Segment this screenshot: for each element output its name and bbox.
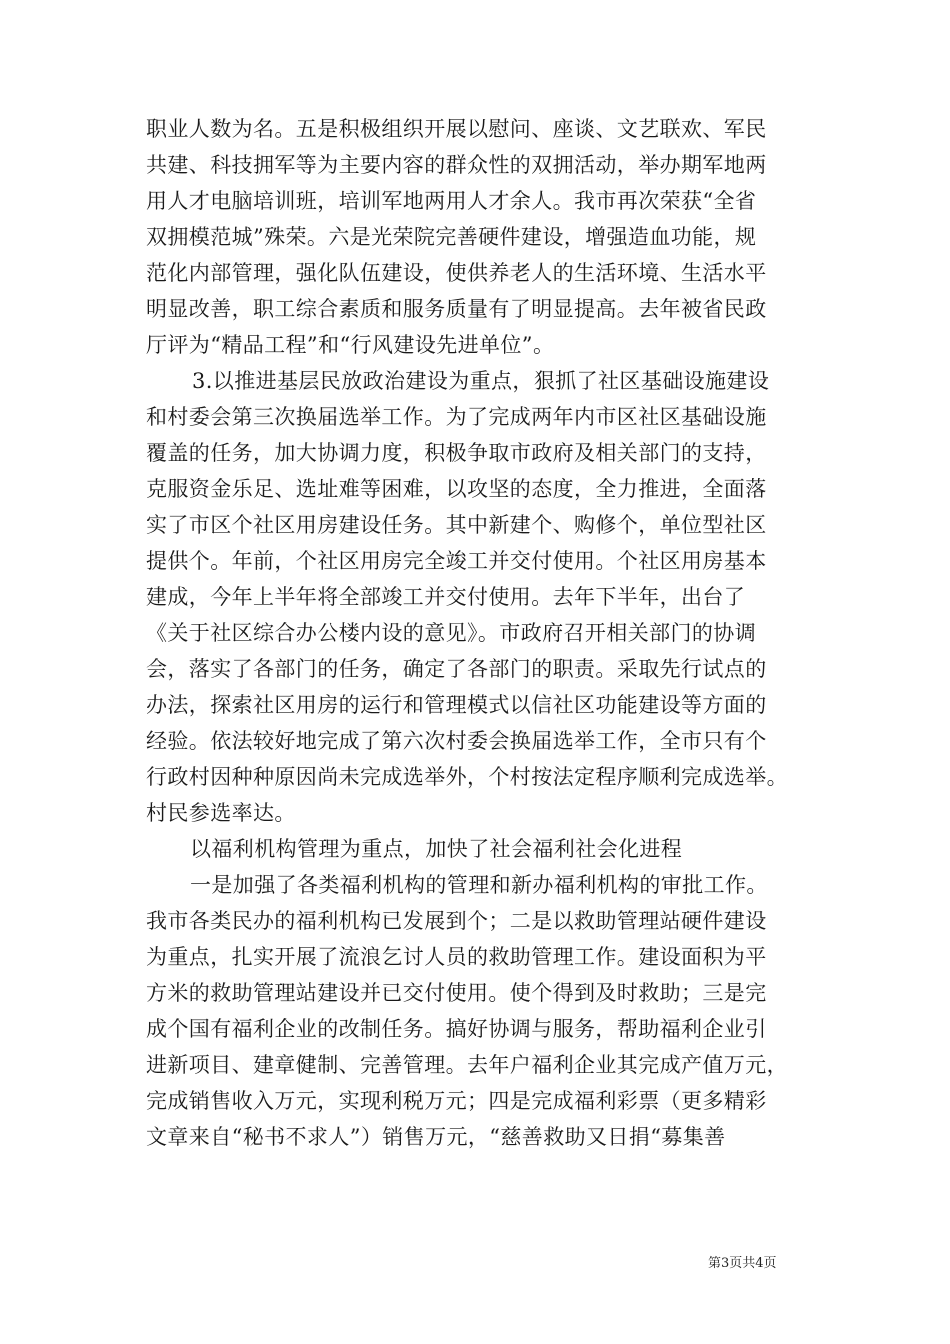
- text-line: 为重点，扎实开展了流浪乞讨人员的救助管理工作。建设面积为平: [146, 945, 767, 969]
- text-line: 办法，探索社区用房的运行和管理模式以信社区功能建设等方面的: [146, 693, 767, 717]
- text-line: 克服资金乐足、选址难等困难，以攻坚的态度，全力推进，全面落: [146, 477, 767, 501]
- page-number-footer: 第3页共4页: [708, 1256, 777, 1271]
- text-line: 建成，今年上半年将全部竣工并交付使用。去年下半年，出台了: [146, 585, 746, 609]
- text-line: 实了市区个社区用房建设任务。其中新建个、购修个，单位型社区: [146, 513, 767, 537]
- text-line: 覆盖的任务，加大协调力度，积极争取市政府及相关部门的支持，: [146, 441, 767, 465]
- text-line: 进新项目、建章健制、完善管理。去年户福利企业其完成产值万元，: [146, 1053, 788, 1077]
- text-line: 范化内部管理，强化队伍建设，使供养老人的生活环境、生活水平: [146, 261, 767, 285]
- text-line: 方米的救助管理站建设并已交付使用。使个得到及时救助；三是完: [146, 981, 767, 1005]
- text-line: 一是加强了各类福利机构的管理和新办福利机构的审批工作。: [190, 873, 768, 897]
- text-line: 行政村因种种原因尚未完成选举外，个村按法定程序顺利完成选举。: [146, 765, 788, 789]
- section-heading: 以福利机构管理为重点，加快了社会福利社会化进程: [190, 837, 683, 861]
- text-line: 村民参选率达。: [146, 801, 296, 825]
- text-line: 成个国有福利企业的改制任务。搞好协调与服务，帮助福利企业引: [146, 1017, 767, 1041]
- text-line: 经验。依法较好地完成了第六次村委会换届选举工作，全市只有个: [146, 729, 767, 753]
- text-line: 3.以推进基层民放政治建设为重点，狠抓了社区基础设施建设: [192, 369, 770, 393]
- text-line: 会，落实了各部门的任务，确定了各部门的职责。采取先行试点的: [146, 657, 767, 681]
- text-line: 共建、科技拥军等为主要内容的群众性的双拥活动，举办期军地两: [146, 153, 767, 177]
- text-line: 职业人数为名。五是积极组织开展以慰问、座谈、文艺联欢、军民: [146, 117, 767, 141]
- text-line: 《关于社区综合办公楼内设的意见》。市政府召开相关部门的协调: [146, 621, 757, 645]
- text-line: 用人才电脑培训班，培训军地两用人才余人。我市再次荣获“全省: [146, 189, 757, 213]
- text-line: 完成销售收入万元，实现利税万元；四是完成福利彩票（更多精彩: [146, 1089, 767, 1113]
- text-line: 双拥模范城”殊荣。六是光荣院完善硬件建设，增强造血功能，规: [146, 225, 757, 249]
- text-line: 和村委会第三次换届选举工作。为了完成两年内市区社区基础设施: [146, 405, 767, 429]
- text-line: 提供个。年前，个社区用房完全竣工并交付使用。个社区用房基本: [146, 549, 767, 573]
- text-line: 厅评为“精品工程”和“行风建设先进单位”。: [146, 333, 555, 357]
- text-line: 我市各类民办的福利机构已发展到个；二是以救助管理站硬件建设: [146, 909, 767, 933]
- text-line: 文章来自“秘书不求人”）销售万元，“慈善救助又日捐“募集善: [146, 1125, 726, 1149]
- text-line: 明显改善，职工综合素质和服务质量有了明显提高。去年被省民政: [146, 297, 767, 321]
